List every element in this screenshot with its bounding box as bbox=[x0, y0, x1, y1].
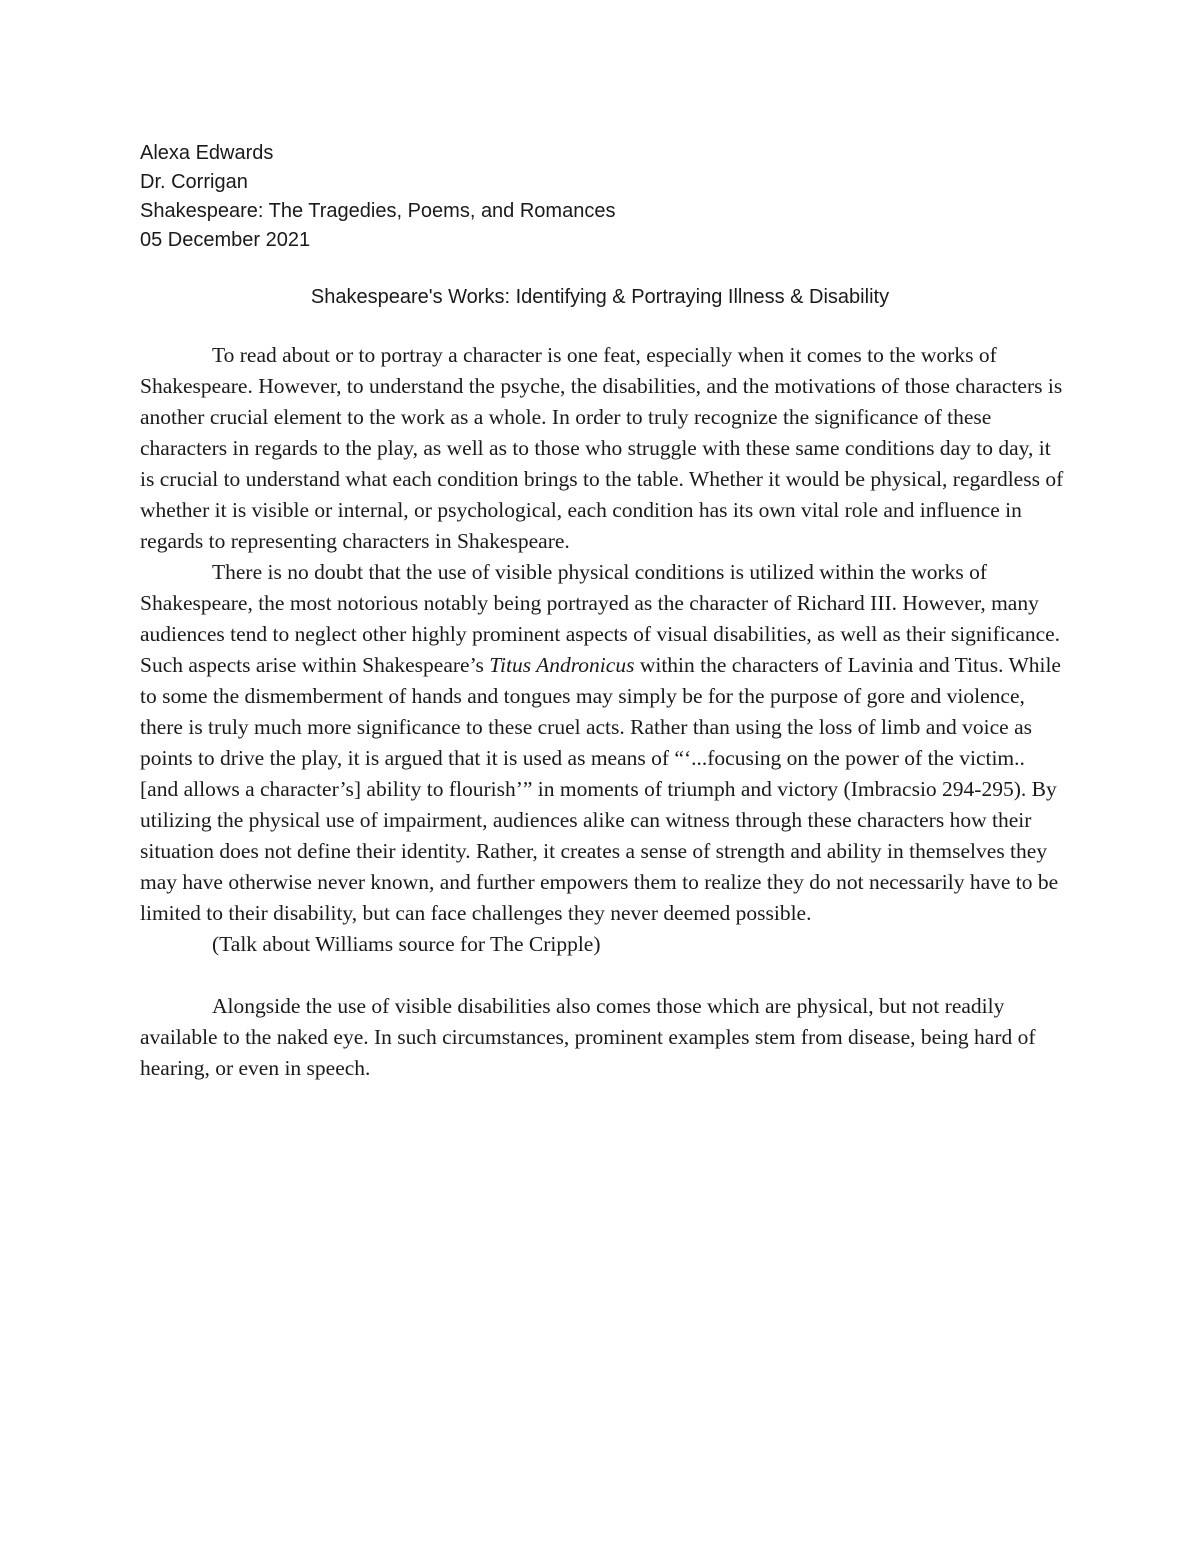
author-note: (Talk about Williams source for The Cripple) bbox=[212, 932, 601, 956]
paragraph-2-part-b: within the characters of Lavinia and Titus. While to some the dismemberment of hands and tongues may simply be for the purpose of gore and violence, there is truly much more significance to these cruel acts. Rather than using the loss of limb and voice as points to drive the play, it is argued that it is used as means of “‘...focusing on the power of the victim.. [and allows a character’s] ability to flourish’” in moments of triumph and victory (Imbracsio 294-295). By utilizing the physical use of impairment, audiences alike can witness through these characters how their situation does not define their identity. Rather, it creates a sense of strength and ability in themselves they may have otherwise never known, and further empowers them to realize they do not necessarily have to be limited to their disability, but can face challenges they never deemed possible. bbox=[140, 653, 1061, 925]
blank-line bbox=[140, 960, 1065, 991]
paragraph-1: To read about or to portray a character is one feat, especially when it comes to the works of Shakespeare. However, to understand the psyche, the disabilities, and the motivations of those characters is another crucial element to the work as a whole. In order to truly recognize the significance of these characters in regards to the play, as well as to those who struggle with these same conditions day to day, it is crucial to understand what each condition brings to the table. Whether it would be physical, regardless of whether it is visible or internal, or psychological, each condition has its own vital role and influence in regards to representing characters in Shakespeare. bbox=[140, 343, 1064, 553]
paragraph-2 bbox=[140, 557, 1065, 929]
document-date: 05 December 2021 bbox=[140, 229, 311, 251]
author-name: Alexa Edwards bbox=[140, 142, 274, 164]
essay-title: Shakespeare's Works: Identifying & Portraying Illness & Disability bbox=[310, 286, 890, 308]
essay-body bbox=[140, 340, 1065, 1084]
paragraph-2-part-a: There is no doubt that the use of visible physical conditions is utilized within the works of Shakespeare, the most notorious notably being portrayed as the character of Richard III. However, many audiences tend to neglect other highly prominent aspects of visual disabilities, as well as their significance. Such aspects arise within Shakespeare’s bbox=[140, 560, 1061, 677]
paragraph-3: Alongside the use of visible disabilities also comes those which are physical, but not readily available to the naked eye. In such circumstances, prominent examples stem from disease, being hard of hearing, or even in speech. bbox=[140, 994, 1036, 1080]
italic-title-titus-andronicus: Titus Andronicus bbox=[489, 653, 635, 677]
course-name: Shakespeare: The Tragedies, Poems, and Romances bbox=[140, 200, 616, 222]
header-block bbox=[140, 139, 1060, 255]
instructor-name: Dr. Corrigan bbox=[140, 171, 248, 193]
